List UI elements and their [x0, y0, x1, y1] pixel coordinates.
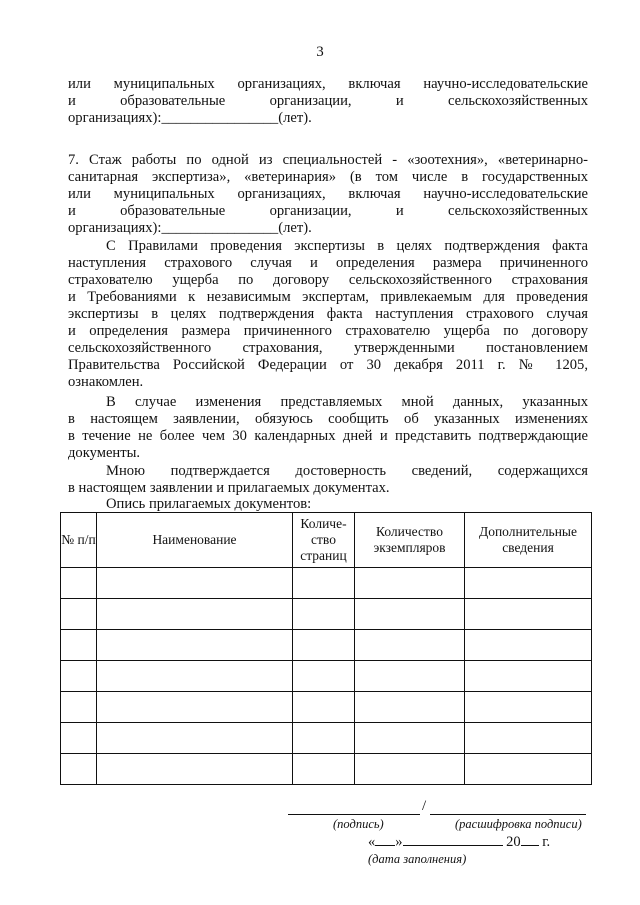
text-line: документы. [68, 445, 141, 461]
table-cell[interactable] [355, 692, 465, 723]
text-line: организациях):________________(лет). [68, 220, 312, 236]
text-line: в настоящем заявлении, обязуюсь сообщить об указанных изменениях [68, 411, 588, 427]
date-day-blank[interactable] [375, 833, 395, 846]
signature-caption: (подпись) [333, 817, 384, 831]
text-line: Правительства Российской Федерации от 30 декабря 2011 г. № 1205, [68, 357, 588, 373]
date-year-suffix: г. [538, 834, 551, 850]
text-line: или муниципальных организациях, включая научно-исследовательские [68, 76, 588, 92]
date-year-blank[interactable] [521, 833, 539, 846]
text-line: 7. Стаж работы по одной из специальностей - «зоотехния», «ветеринарно- [68, 152, 588, 168]
text-line: санитарная экспертиза», «ветеринария» (в том числе в государственных [68, 169, 588, 185]
text-line: и образовательные организации, и сельскохозяйственных [68, 203, 588, 219]
table-row [61, 599, 592, 630]
table-cell[interactable] [355, 630, 465, 661]
date-close-quote: » [395, 834, 403, 850]
text-line: и Требованиями к независимым экспертам, привлекаемым для проведения [68, 289, 588, 305]
header-name: Наименование [97, 513, 293, 568]
date-open-quote: « [368, 834, 376, 850]
text-line: и определения размера причиненного страхователю ущерба по договору [68, 323, 588, 339]
table-row [61, 568, 592, 599]
table-cell[interactable] [465, 568, 592, 599]
date-month-blank[interactable] [403, 833, 503, 846]
header-number: № п/п [61, 513, 97, 568]
table-cell[interactable] [293, 661, 355, 692]
table-cell[interactable] [465, 661, 592, 692]
table-cell[interactable] [465, 599, 592, 630]
header-additional: Дополнительные сведения [465, 513, 592, 568]
table-cell[interactable] [97, 568, 293, 599]
table-cell[interactable] [293, 723, 355, 754]
date-caption: (дата заполнения) [368, 852, 467, 866]
date-year-prefix: 20 [506, 834, 521, 850]
inventory-title-wrap [68, 496, 588, 513]
text-line: страхователю ущерба по договору сельскохозяйственного страхования [68, 272, 588, 288]
table-cell[interactable] [97, 754, 293, 785]
table-cell[interactable] [293, 568, 355, 599]
signature-slash: / [422, 798, 427, 814]
table-cell[interactable] [61, 754, 97, 785]
text-line: и образовательные организации, и сельскохозяйственных [68, 93, 588, 109]
table-cell[interactable] [293, 630, 355, 661]
changes-paragraph [68, 394, 588, 462]
section7 [68, 152, 588, 237]
table-cell[interactable] [61, 630, 97, 661]
rules-paragraph [68, 238, 588, 391]
table-cell[interactable] [465, 723, 592, 754]
table-cell[interactable] [97, 630, 293, 661]
text-line: в настоящем заявлении и прилагаемых документах. [68, 480, 390, 496]
text-line: экспертизы в целях подтверждения факта наступления страхового случая [68, 306, 588, 322]
text-line: наступления страхового случая и определения размера причиненного [68, 255, 588, 271]
table-cell[interactable] [465, 692, 592, 723]
text-line: организациях):________________(лет). [68, 110, 312, 126]
header-pages: Количе-ство страниц [293, 513, 355, 568]
table-cell[interactable] [97, 692, 293, 723]
table-cell[interactable] [97, 723, 293, 754]
table-cell[interactable] [355, 754, 465, 785]
table-cell[interactable] [293, 754, 355, 785]
date-row [368, 833, 550, 851]
text-line: Мною подтверждается достоверность сведений, содержащихся [106, 463, 588, 479]
table-row [61, 630, 592, 661]
confirm-paragraph [68, 463, 588, 497]
table-cell[interactable] [293, 692, 355, 723]
header-copies: Количество экземпляров [355, 513, 465, 568]
table-cell[interactable] [355, 599, 465, 630]
page-number: 3 [316, 44, 324, 60]
section6-tail [68, 76, 588, 127]
table-cell[interactable] [61, 661, 97, 692]
table-cell[interactable] [293, 599, 355, 630]
text-line: или муниципальных организациях, включая научно-исследовательские [68, 186, 588, 202]
inventory-title: Опись прилагаемых документов: [106, 496, 312, 512]
table-cell[interactable] [355, 568, 465, 599]
text-line: сельскохозяйственного страхования, утвержденными постановлением [68, 340, 588, 356]
inventory-table [60, 512, 592, 785]
table-cell[interactable] [61, 599, 97, 630]
table-cell[interactable] [465, 754, 592, 785]
table-cell[interactable] [355, 723, 465, 754]
table-cell[interactable] [97, 661, 293, 692]
table-cell[interactable] [61, 723, 97, 754]
signature-decode-line[interactable] [430, 814, 586, 815]
table-row [61, 723, 592, 754]
table-cell[interactable] [465, 630, 592, 661]
table-row [61, 754, 592, 785]
table-header-row [61, 513, 592, 568]
signature-line[interactable] [288, 814, 420, 815]
table-cell[interactable] [355, 661, 465, 692]
text-line: ознакомлен. [68, 374, 144, 390]
table-cell[interactable] [61, 692, 97, 723]
table-row [61, 692, 592, 723]
table-cell[interactable] [97, 599, 293, 630]
text-line: в течение не более чем 30 календарных дней и представить подтверждающие [68, 428, 588, 444]
text-line: С Правилами проведения экспертизы в целях подтверждения факта [106, 238, 588, 254]
text-line: В случае изменения представляемых мной данных, указанных [106, 394, 588, 410]
table-row [61, 661, 592, 692]
table-cell[interactable] [61, 568, 97, 599]
signature-decode-caption: (расшифровка подписи) [455, 817, 582, 831]
